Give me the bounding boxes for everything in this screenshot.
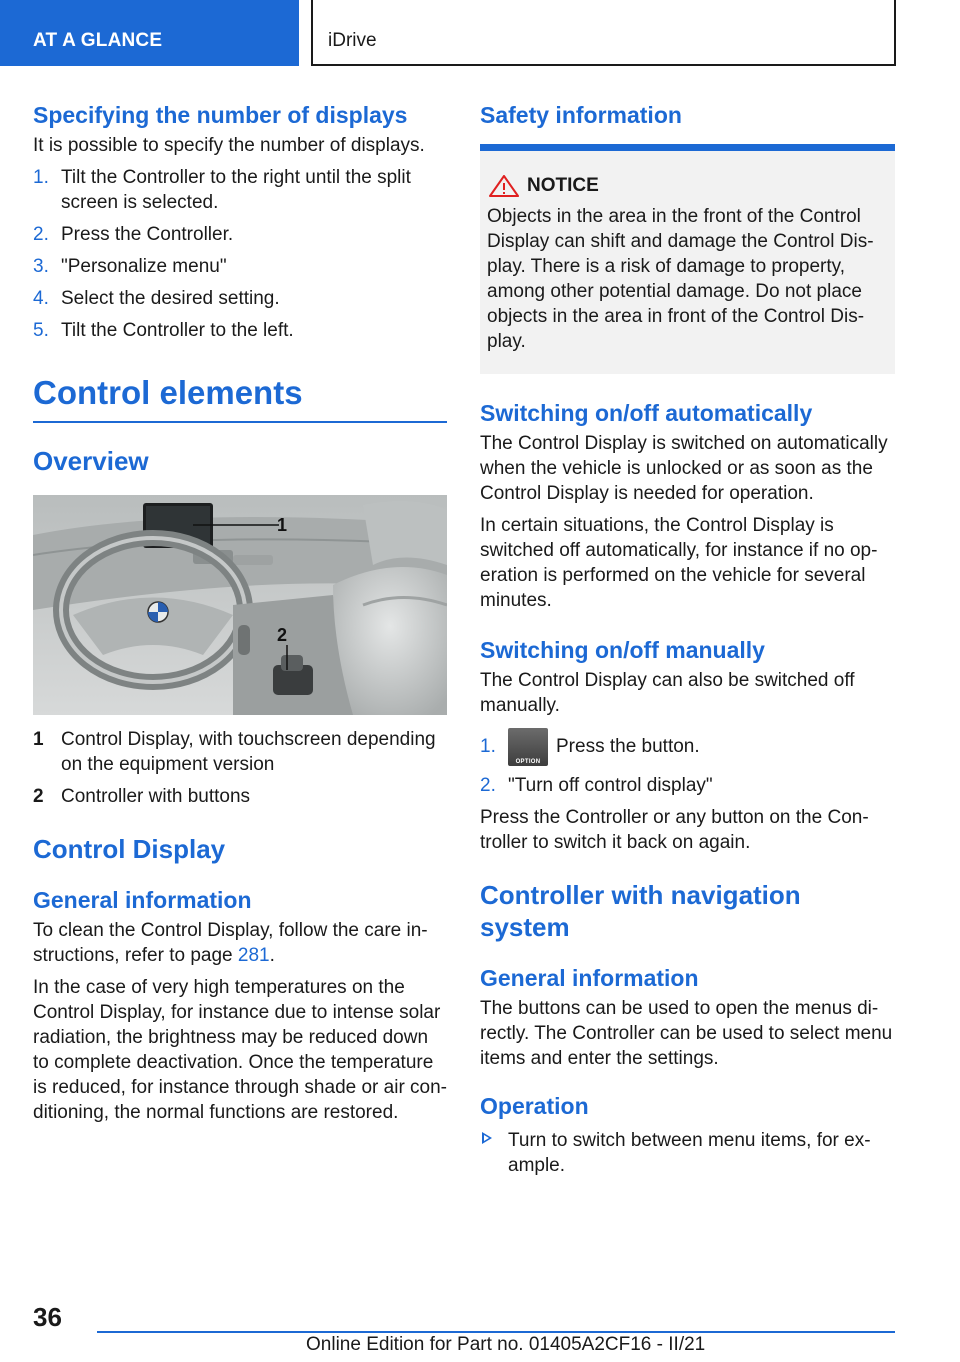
general-info-paragraph: The buttons can be used to open the menus di-rectly. The Controller can be used to select menu items and enter the settings. (480, 998, 893, 1070)
spec-heading: Specifying the number of displays (33, 102, 408, 128)
list-item (33, 222, 447, 247)
care-paragraph (33, 918, 447, 968)
general-info-heading-right: General information (480, 965, 699, 992)
manual-paragraph-1: The Control Display can also be switched off manually. (480, 670, 855, 716)
option-button-label: OPTION (515, 759, 541, 765)
safety-heading: Safety information (480, 102, 682, 128)
step-text: Press the button. (556, 736, 700, 758)
step-text: Press the Controller. (61, 224, 234, 245)
notice-text: Objects in the area in the front of the Control Display can shift and damage the Control Dis-play. There is a risk of damage to property, among other potential damage. Do not place objects in the area in front of the Control Dis-play. (487, 206, 874, 352)
step-text: Tilt the Controller to the left. (61, 320, 294, 341)
step-number: 3. (33, 256, 49, 277)
callout-key: 2 (33, 786, 44, 807)
callout-item (33, 727, 447, 777)
callout-text: Control Display, with touchscreen depending on the equipment version (61, 729, 436, 775)
step-number: 2. (480, 775, 496, 797)
callout-key: 1 (33, 729, 44, 750)
bullet-text: Turn to switch between menu items, for ex-ample. (508, 1130, 871, 1177)
operation-heading: Operation (480, 1093, 589, 1120)
interior-figure (33, 495, 447, 715)
step-number: 1. (33, 167, 49, 188)
manual-paragraph-2: Press the Controller or any button on the Con-troller to switch it back on again. (480, 807, 869, 854)
step-number: 5. (33, 320, 49, 341)
care-text: To clean the Control Display, follow the care in-structions, refer to page (33, 920, 428, 966)
controller-heading: Controller with navigation system (480, 880, 801, 943)
callout-item (33, 784, 447, 809)
page-header (0, 0, 960, 66)
manual-switch-heading: Switching on/off manually (480, 637, 765, 663)
figure-label-1: 1 (277, 515, 288, 535)
section-title: AT A GLANCE (33, 30, 163, 51)
list-item (33, 286, 447, 311)
manual-steps-list (480, 728, 895, 798)
overview-heading: Overview (33, 446, 149, 476)
list-item (480, 1128, 895, 1178)
right-column (480, 100, 895, 1178)
chapter-title: iDrive (328, 30, 377, 51)
step-text: Select the desired setting. (61, 288, 280, 309)
page-number: 36 (33, 1302, 62, 1332)
control-elements-heading: Control elements (33, 374, 303, 411)
temperature-paragraph: In the case of very high temperatures on the Control Display, for instance due to intense solar radiation, the brightness may be reduced down to complete deactivation. Once the temperature is reduced, for instance through shade or air con-ditioning, the normal functions are restored. (33, 977, 448, 1123)
auto-paragraph-2: In certain situations, the Control Display is switched off automatically, for instance if no op-eration is performed on the vehicle for several minutes. (480, 515, 878, 611)
page-link[interactable]: 281 (237, 945, 270, 966)
notice-label: NOTICE (527, 175, 599, 196)
list-item (33, 318, 447, 343)
list-item (33, 165, 447, 215)
care-text-end: . (269, 945, 275, 966)
step-text: "Turn off control display" (508, 775, 713, 797)
notice-box (480, 144, 895, 374)
control-display-heading: Control Display (33, 834, 226, 864)
left-column (33, 100, 447, 1125)
step-number: 1. (480, 736, 496, 757)
general-info-heading: General information (33, 887, 252, 913)
cockpit-illustration (33, 495, 447, 715)
spec-steps-list (33, 165, 447, 343)
footer-rule (97, 1331, 895, 1333)
operation-list (480, 1128, 895, 1178)
heading-rule (33, 421, 447, 423)
spec-intro: It is possible to specify the number of displays. (33, 135, 425, 156)
step-text: Tilt the Controller to the right until the split screen is selected. (61, 167, 411, 213)
figure-callouts (33, 727, 447, 809)
step-number: 2. (33, 224, 49, 245)
step-number: 4. (33, 288, 49, 309)
bullet-arrow-icon (482, 1132, 492, 1144)
callout-text: Controller with buttons (61, 786, 251, 807)
auto-switch-heading: Switching on/off automatically (480, 400, 813, 426)
figure-label-2: 2 (277, 625, 288, 645)
section-tab (0, 0, 299, 66)
chapter-tab (311, 0, 896, 66)
list-item (480, 728, 895, 766)
warning-triangle-icon (489, 175, 519, 197)
auto-paragraph-1: The Control Display is switched on automatically when the vehicle is unlocked or as soon as the Control Display is needed for operation. (480, 433, 888, 504)
footer-edition: Online Edition for Part no. 01405A2CF16 - II/21 (306, 1334, 706, 1355)
list-item (480, 773, 895, 798)
list-item (33, 254, 447, 279)
notice-header (487, 173, 888, 198)
step-text: "Personalize menu" (61, 256, 227, 277)
option-button-icon (508, 728, 548, 766)
